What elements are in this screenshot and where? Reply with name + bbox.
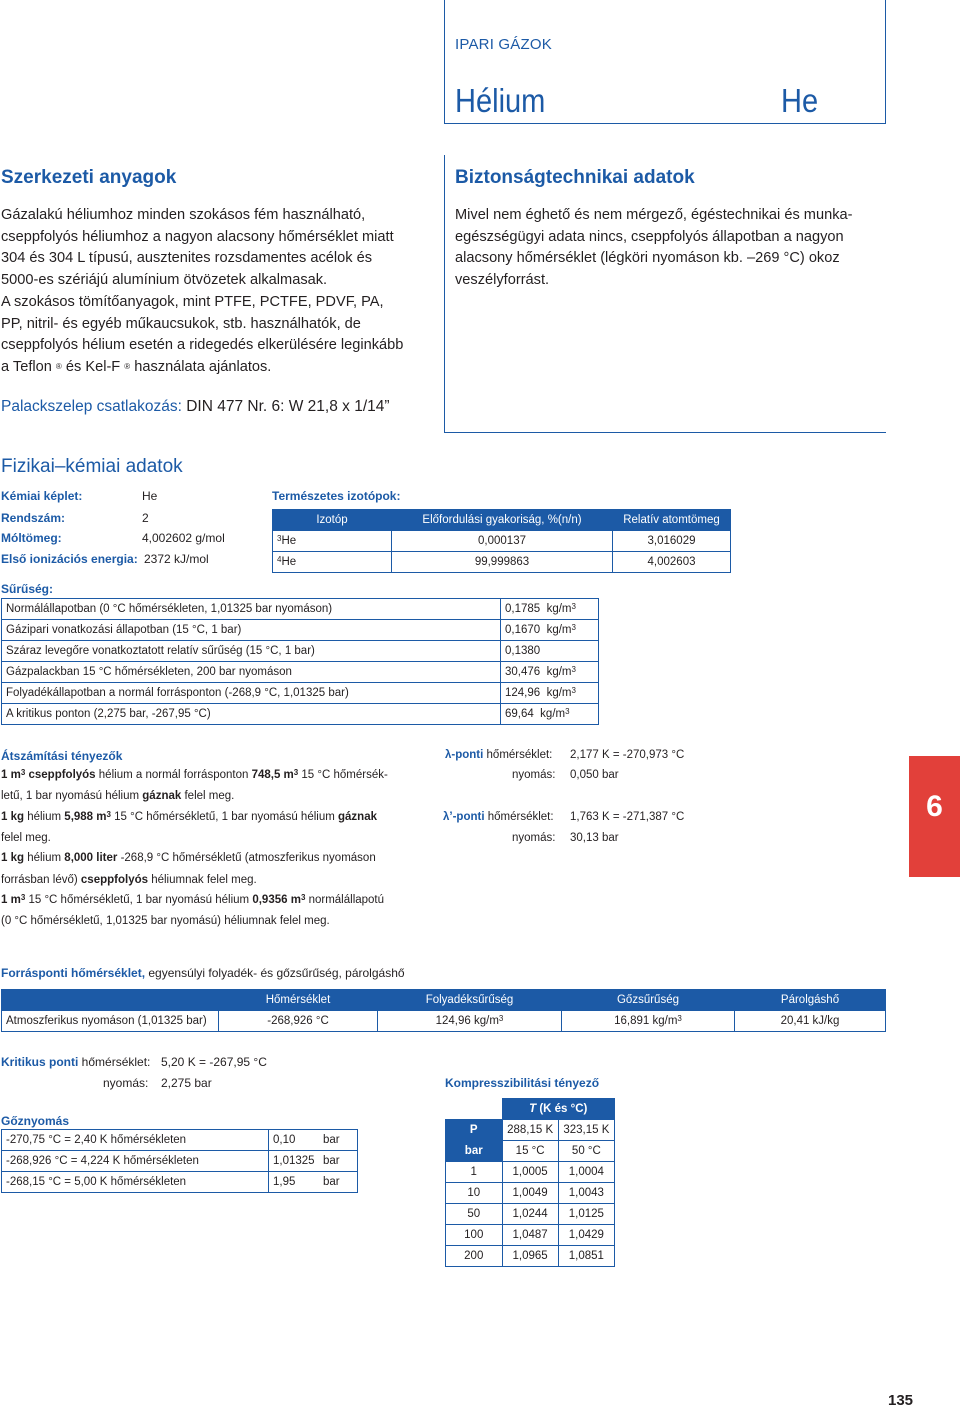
table-row [2,1130,358,1151]
compress-title: Kompresszibilitási tényező [445,1076,600,1090]
blank-cell [446,1099,503,1120]
lambda-temp: 2,177 K = -270,973 °C [570,749,685,761]
header-divider-left [444,0,445,124]
lambda-prime-pressure-label: nyomás: [512,832,556,844]
t: gáznak [142,790,182,802]
section-divider-horizontal [444,432,886,433]
structural-line: Gázalakú héliumhoz minden szokásos fém használható, [1,207,366,223]
col-temp: Hőmérséklet [219,990,378,1011]
t: 3 [20,893,26,902]
boiling-label: Atmoszferikus nyomáson (1,01325 bar) [2,1011,219,1032]
vapor-density [562,1011,735,1032]
conversion-line: (0 °C hőmérsékletű, 1,01325 bar nyomású) héliumnak felel meg. [1,915,330,927]
temp-c-row [446,1141,615,1162]
t: hőmérséklet: [78,1055,151,1069]
table-row [2,704,599,725]
pressure-header: P [446,1120,503,1141]
ionization-label: Első ionizációs energia: [1,552,138,566]
lambda-prime-temp: 1,763 K = -271,387 °C [570,811,685,823]
table-row [273,552,731,573]
atomic-number-label: Rendszám: [1,511,66,525]
col-empty [2,990,219,1011]
value: 0,1785 [505,603,541,615]
pressure: 50 [446,1204,503,1225]
lambda-pressure-label: nyomás: [512,769,556,781]
z-value: 1,0429 [558,1225,614,1246]
structural-line: cseppfolyós héliumhoz a nagyon alacsony hőmérséklet miatt [1,228,394,245]
unit-exp: 3 [571,686,576,695]
teflon-text: a Teflon [1,358,52,375]
header-divider-right [885,0,886,124]
molar-mass-label: Móltömeg: [1,531,62,545]
vapor-table [1,1129,358,1193]
t: 3 [106,810,111,819]
formula-label: Kémiai képlet: [1,489,83,503]
t: 748,5 m [251,769,294,781]
unit: kg/m [540,708,566,720]
element-symbol: He [781,82,819,119]
t: egyensúlyi folyadék- és gőzsűrűség, párolgáshő [145,966,405,980]
critical-pressure-label: nyomás: [103,1076,149,1090]
formula-value: He [142,489,158,503]
unit: kg/m [546,624,572,636]
table-row [273,531,731,552]
lambda-label: λ-ponti [445,749,484,761]
kelf-text: és Kel-F [61,358,121,375]
unit: kg/m [546,687,572,699]
header-divider-bottom [444,123,886,124]
z-value: 1,0487 [502,1225,558,1246]
t: hőmérséklet: [483,749,553,761]
z-value: 1,0965 [502,1246,558,1267]
conversion-line [1,790,234,802]
t: hélium [24,811,65,823]
t: 1 kg [1,811,25,823]
conversion-line: felel meg. [1,832,51,844]
critical-pressure: 2,275 bar [161,1076,212,1090]
page-number: 135 [888,1392,914,1409]
structural-text [1,205,436,379]
structural-line: PP, nitril- és egyéb műkaucsukok, stb. használhatók, de [1,315,361,332]
t: 8,000 liter [64,852,118,864]
t: 1 kg [1,852,25,864]
density-value [501,704,599,725]
t: cseppfolyós [80,874,149,886]
t: héliumnak felel meg. [148,874,257,886]
usage-text: használata ajánlatos. [130,358,272,375]
structural-line: A szokásos tömítőanyagok, mint PTFE, PCTFE, PDVF, PA, [1,293,384,310]
t: forrásban lévő) [1,874,81,886]
table-row [2,1172,358,1193]
vapor-unit: bar [319,1172,358,1193]
vapor-desc: -268,15 °C = 5,00 K hőmérsékleten [2,1172,269,1193]
table-row [446,1204,615,1225]
t: 15 °C hőmérsék- [298,769,388,781]
pressure: 100 [446,1225,503,1246]
physical-heading: Fizikai–kémiai adatok [1,456,183,477]
t: hélium a normál forrásponton [95,769,252,781]
ionization-value: 2372 kJ/mol [144,552,209,566]
t: 15 °C hőmérsékletű, 1 bar nyomású hélium [25,894,253,906]
safety-line: egészségügyi adata nincs, cseppfolyós állapotban a nagyon [455,228,844,245]
structural-heading: Szerkezeti anyagok [1,167,177,188]
value: 0,1670 [505,624,541,636]
isotope-header-row [273,510,731,531]
isotopes-title: Természetes izotópok: [272,489,401,503]
t: 1 m [1,769,21,781]
mass-number: 4 [277,555,282,564]
boiling-title [1,966,405,980]
molar-mass-value: 4,002602 g/mol [142,531,225,545]
pressure: 10 [446,1183,503,1204]
table-row [446,1162,615,1183]
t: (K és °C) [536,1103,588,1115]
z-value: 1,0004 [558,1162,614,1183]
t: hélium [24,852,65,864]
density-desc: Száraz levegőre vonatkoztatott relatív sűrűség (15 °C, 1 bar) [2,641,501,662]
temp-c: 15 °C [502,1141,558,1162]
density-value [501,620,599,641]
t: normálállapotú [305,894,385,906]
valve-value: DIN 477 Nr. 6: W 21,8 x 1/14” [181,398,390,415]
col-isotope: Izotóp [273,510,392,531]
t: 3 [498,1014,504,1023]
z-value: 1,0851 [558,1246,614,1267]
unit: kg/m [546,603,572,615]
density-desc: Gázipari vonatkozási állapotban (15 °C, 1 bar) [2,620,501,641]
z-value: 1,0125 [558,1204,614,1225]
vapor-title: Gőznyomás [1,1114,70,1128]
col-heat: Párolgáshő [735,990,886,1011]
density-desc: A kritikus ponton (2,275 bar, -267,95 °C) [2,704,501,725]
t: letű, 1 bar nyomású hélium [1,790,143,802]
section-divider-vertical [444,155,445,433]
t: Forrásponti hőmérséklet, [1,966,146,980]
abundance-cell: 99,999863 [392,552,613,573]
t: gáznak [338,811,377,823]
page-title: Hélium [455,82,546,119]
boiling-temp: -268,926 °C [219,1011,378,1032]
lambda-pressure: 0,050 bar [570,769,619,781]
table-row [2,1151,358,1172]
density-value [501,641,599,662]
chapter-tab [909,756,960,877]
safety-line: veszélyforrást. [455,272,550,289]
table-row [2,662,599,683]
vapor-unit: bar [319,1130,358,1151]
unit: kg/m [546,666,572,678]
isotope-cell [273,531,392,552]
boiling-table [1,989,886,1032]
density-table [1,598,599,725]
vapor-value: 0,10 [269,1130,320,1151]
temp-k: 288,15 K [502,1120,558,1141]
value: 69,64 [505,708,534,720]
vaporization-heat: 20,41 kJ/kg [735,1011,886,1032]
t: T [529,1103,537,1115]
critical-point [1,1055,150,1069]
table-row [2,599,599,620]
z-value: 1,0049 [502,1183,558,1204]
structural-line: 5000-es szériájú alumínium ötvözetek alkalmasak. [1,272,328,289]
structural-line: cseppfolyós hélium esetén a ridegedés elkerülésére leginkább [1,337,404,354]
vapor-value: 1,95 [269,1172,320,1193]
safety-heading: Biztonságtechnikai adatok [455,167,695,188]
category-label: IPARI GÁZOK [455,36,552,53]
temp-header [502,1099,615,1120]
registered-mark: ® [55,361,62,371]
density-desc: Folyadékállapotban a normál forrásponton (-268,9 °C, 1,01325 bar) [2,683,501,704]
pressure-unit: bar [446,1141,503,1162]
lambda-prime-pressure: 30,13 bar [570,832,619,844]
chapter-number: 6 [926,790,943,823]
t: 3 [293,768,299,777]
lambda-prime-point [443,811,554,823]
density-desc: Gázpalackban 15 °C hőmérsékleten, 200 bar nyomáson [2,662,501,683]
col-relative-mass: Relatív atomtömeg [613,510,731,531]
table-row [2,1011,886,1032]
t: 3 [20,768,26,777]
t: 0,9356 m [252,894,301,906]
table-row [2,683,599,704]
element: He [281,535,297,547]
pressure: 200 [446,1246,503,1267]
compress-table [445,1098,615,1267]
valve-connection [1,398,390,416]
safety-line: Mivel nem éghető és nem mérgező, égéstechnikai és munka- [455,207,853,223]
compress-header-row [446,1099,615,1120]
t: 16,891 kg/m [614,1015,678,1027]
structural-line: 304 és 304 L típusú, ausztenites rozsdamentes acélok és [1,250,373,267]
vapor-unit: bar [319,1151,358,1172]
element: He [281,556,297,568]
t: 124,96 kg/m [435,1015,499,1027]
boiling-header-row [2,990,886,1011]
temp-c: 50 °C [558,1141,614,1162]
structural-line [1,357,436,379]
conversion-line [1,874,257,886]
value: 30,476 [505,666,541,678]
t: hőmérséklet: [484,811,554,823]
conversion-line [1,811,377,823]
isotope-table [272,509,731,573]
density-value [501,599,599,620]
t: 3 [677,1014,682,1023]
temp-k: 323,15 K [558,1120,614,1141]
col-liquid: Folyadéksűrűség [378,990,562,1011]
table-row [446,1183,615,1204]
atomic-number-value: 2 [142,511,149,525]
conversion-line [1,769,388,781]
unit-exp: 3 [571,602,576,611]
t: felel meg. [181,790,235,802]
density-desc: Normálállapotban (0 °C hőmérsékleten, 1,01325 bar nyomáson) [2,599,501,620]
isotope-cell [273,552,392,573]
t: cseppfolyós [25,769,96,781]
lambda-point [445,749,552,761]
t: 3 [300,893,306,902]
t: Kritikus ponti [1,1055,79,1069]
z-value: 1,0005 [502,1162,558,1183]
value: 124,96 [505,687,541,699]
t: 15 °C hőmérsékletű, 1 bar nyomású hélium [110,811,338,823]
liquid-density [378,1011,562,1032]
vapor-desc: -270,75 °C = 2,40 K hőmérsékleten [2,1130,269,1151]
table-row [446,1225,615,1246]
unit-exp: 3 [571,665,576,674]
lambda-prime-label: λ’-ponti [443,811,485,823]
safety-text [455,205,895,292]
vapor-value: 1,01325 [269,1151,320,1172]
conversion-line [1,852,376,864]
safety-line: alacsony hőmérséklet (légköri nyomáson kb. –269 °C) okoz [455,250,840,267]
relative-mass-cell: 4,002603 [613,552,731,573]
conversion-line [1,894,384,906]
table-row [2,620,599,641]
z-value: 1,0043 [558,1183,614,1204]
col-abundance: Előfordulási gyakoriság, %(n/n) [392,510,613,531]
conversion-title: Átszámítási tényezők [1,749,123,763]
t: -268,9 °C hőmérsékletű (atmoszferikus nyomáson [117,852,376,864]
pressure: 1 [446,1162,503,1183]
col-vapor: Gőzsűrűség [562,990,735,1011]
value: 0,1380 [505,645,541,657]
table-row [2,641,599,662]
temp-k-row [446,1120,615,1141]
valve-label: Palackszelep csatlakozás: [1,398,182,415]
critical-temp: 5,20 K = -267,95 °C [161,1055,267,1069]
z-value: 1,0244 [502,1204,558,1225]
relative-mass-cell: 3,016029 [613,531,731,552]
abundance-cell: 0,000137 [392,531,613,552]
t: 1 m [1,894,21,906]
unit-exp: 3 [565,707,570,716]
table-row [446,1246,615,1267]
vapor-desc: -268,926 °C = 4,224 K hőmérsékleten [2,1151,269,1172]
t: 5,988 m [64,811,107,823]
unit-exp: 3 [571,623,576,632]
density-value [501,662,599,683]
density-title: Sűrűség: [1,582,54,596]
density-value [501,683,599,704]
registered-mark: ® [124,361,131,371]
mass-number: 3 [277,534,282,543]
